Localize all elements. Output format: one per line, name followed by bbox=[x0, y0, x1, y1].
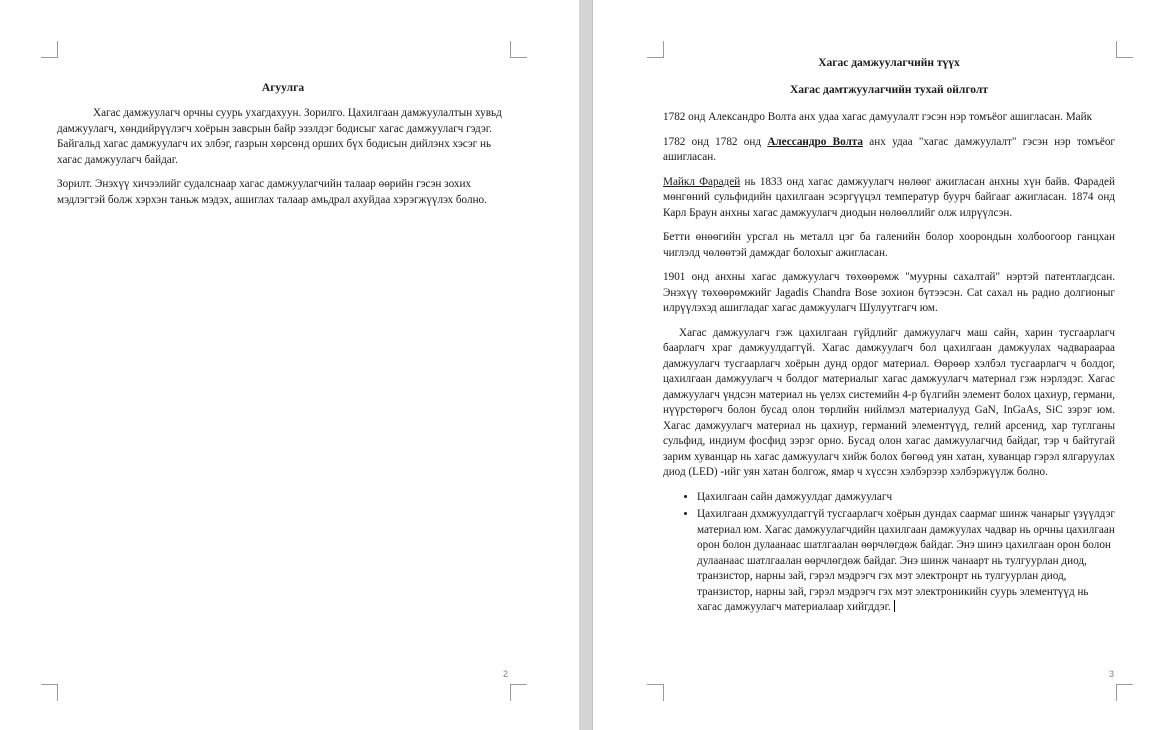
paragraph: Хагас дамжуулагч орчны суурь ухагдахуун. Зорилго. Цахилгаан дамжуулалтын хувьд дамжуулагч, хөндийрүүлэгч хоёрын завсрын байр эзэлдэг бодисыг хагас дамжуулагч гэдэг. Байгальд хагас дамжуулагч их элбэг, газрын хөрсөнд орших бүх бодисын дийлэнх хэсэг нь хагас дамжуулагч байдаг. bbox=[57, 107, 502, 166]
paragraph: Хагас дамжуулагч гэж цахилгаан гүйдлийг дамжуулагч маш сайн, харин тусгаарлагч баарлагч храг дамжуулдаггүй. Хагас дамжуулагч бол цахилгаан дамжуулах чадвараараа дамжуулагч тусгаарлагч хоёрын дунд ордог материал. Өөрөөр хэлбэл тусгаарлагч ч болдог, цахилгаан дамжуулагч ч болдог материалыг хагас дамжуулагч материал гэж нэрлэдэг. Хагас дамжуулагч үндсэн материал нь үелэх системийн 4-р бүлгийн элемент болох цахиур, германи, нүүрстөрөгч болон бусад олон төрлийн нийлмэл материалууд GaN, InGaAs, SiC зэрэг юм. Хагас дамжуулагч материал нь цахиур, германий элементүүд, гелий арсенид, хар туглганы сульфид, индиум фосфид зэрэг орно. Бусад олон хагас дамжуулагчид байдаг, тэр ч байтугай зарим хуванцар нь хагас дамжуулагч хийж болох бөгөөд уян хатан, хуванцар гэрэл ялгаруулах диод (LED) -ийг уян хатан болгож, ямар ч хүссэн хэлбэрээр хэлбэржүүлж болно. bbox=[663, 326, 1115, 478]
crop-mark-bottom-left bbox=[647, 684, 664, 701]
page-number: 2 bbox=[503, 669, 509, 679]
underlined-name: Майкл Фарадей bbox=[663, 175, 741, 188]
paragraph bbox=[663, 135, 1115, 166]
crop-mark-bottom-left bbox=[41, 684, 58, 701]
page-title: Агуулга bbox=[261, 82, 305, 94]
paragraph: 1901 онд анхны хагас дамжуулагч төхөөрөмж "муурны сахалтай" нэртэй патентлагдсан. Энэхүү төхөөрөмжийг Jagadis Chandra Bose зохион бүтээсэн. Cat сахал нь радио долгионыг илрүүлэхэд ашигладаг хагас дамжуулагч Шулуутгагч юм. bbox=[663, 271, 1115, 314]
paragraph: Бетти өнөөгийн урсгал нь металл цэг ба галенийн болор хоорондын холбоогоор ганцхан чиглэлд чөлөөтэй дамждаг болохыг ажигласан. bbox=[663, 231, 1115, 259]
text-run: нь 1833 онд хагас дамжуулагч нөлөөг ажигласан анхны хүн байв. Фарадей мөнгөний сульфидийн цахилгаан эсэргүүцэл температур буурч байгааг ажигласан. 1874 онд Карл Браун анхны хагас дамжуулагч диодын нөлөөллийг олж илрүүлсэн. bbox=[663, 175, 1115, 219]
crop-mark-top-right bbox=[1116, 41, 1133, 58]
paragraph: 1782 онд Александро Волта анх удаа хагас дамуулалт гэсэн нэр томъёог ашигласан. Майк bbox=[663, 111, 1093, 123]
page-title: Хагас дамжуулагчийн түүх bbox=[818, 57, 960, 69]
paragraph bbox=[663, 175, 1115, 222]
text-cursor bbox=[894, 600, 896, 612]
crop-mark-bottom-right bbox=[1116, 684, 1133, 701]
crop-mark-top-right bbox=[510, 41, 527, 58]
crop-mark-top-left bbox=[647, 41, 664, 58]
text-run: анх удаа "хагас дамжуулалт" гэсэн нэр томъёог ашигласан. bbox=[663, 135, 1116, 163]
bold-name: Алессандро Волта bbox=[767, 135, 864, 148]
page-gutter bbox=[579, 0, 593, 730]
crop-mark-top-left bbox=[41, 41, 58, 58]
page-subtitle: Хагас дамтжуулагчийн тухай ойлголт bbox=[790, 84, 988, 96]
paragraph: Зорилт. Энэхүү хичээлийг судалснаар хагас дамжуулагчийн талаар өөрийн гэсэн зохих мэдлэгтэй болж хэрхэн таньж мэдэх, ашиглах талаар амьдрал ахуйдаа хэрэгжүүлэх болно. bbox=[57, 178, 487, 206]
page-number: 3 bbox=[1109, 669, 1115, 679]
left-page-body[interactable] bbox=[57, 80, 509, 217]
list-item-text: Цахилгаан дхмжуулдаггүй тусгаарлагч хоёрын дундах саармаг шинж чанарыг үзүүлдэг материал юм. Хагас дамжуулагчдийн цахилгаан дамжуулах чадвар нь орчны цахилгаан орон болон дулаанаас шатлгаалан өөрчлөгдөж байдаг. Энэ шинэ цахилгаан орон болон дулаанаас шатлгаалан өөрчлөгдөж байдаг. Энэ шинж чанаарт нь тулгуурлан диод, транзистор, нарны зай, гэрэл мэдрэгч гэх мэт электронрт нь тулгуурлан диод, транзистор, нарны зай, гэрэл мэдрэгч гэх мэт электроникийн суурь элементүүд нь хагас дамжуулагч материалаар хийгддэг. bbox=[697, 508, 1115, 613]
list-item bbox=[697, 507, 1115, 616]
text-run: 1782 онд 1782 онд bbox=[663, 135, 768, 148]
list-item: • Цахилгаан сайн дамжуулдаг дамжуулагч bbox=[697, 490, 1115, 506]
crop-mark-bottom-right bbox=[510, 684, 527, 701]
right-page-body[interactable] bbox=[663, 55, 1115, 618]
bullet-list bbox=[663, 490, 1115, 616]
